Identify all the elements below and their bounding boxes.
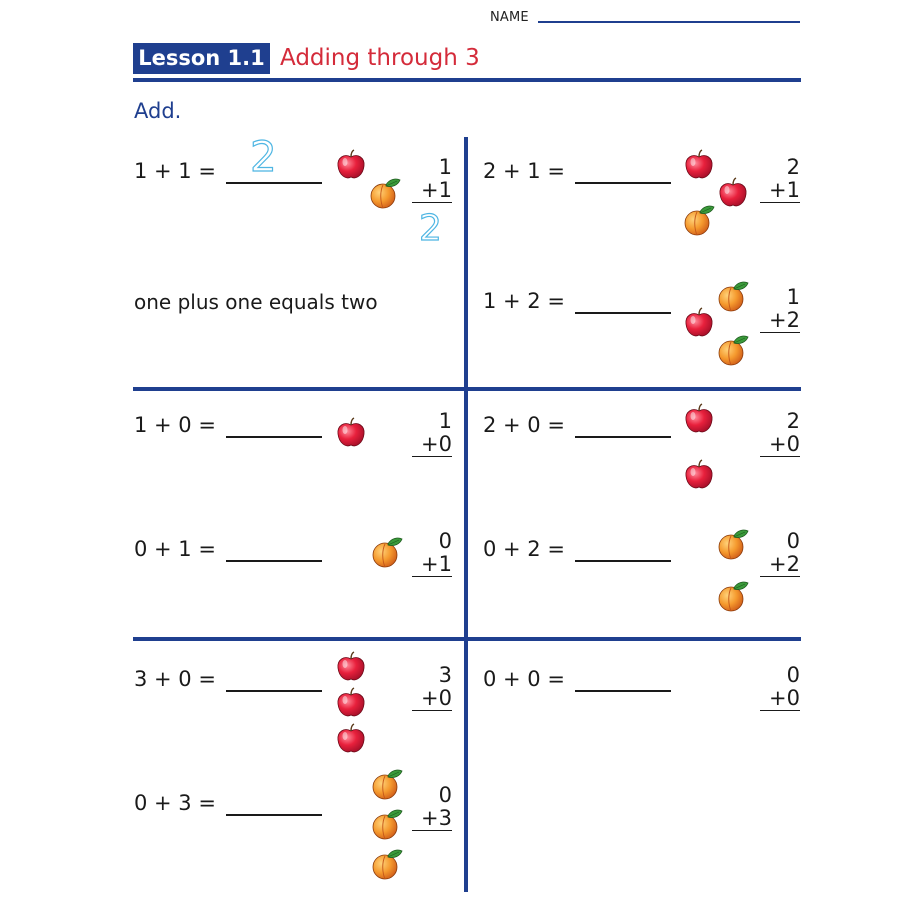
vertical-top: 1 [438,155,452,179]
peach-icon [370,536,404,570]
peach-icon [682,204,716,238]
name-field[interactable] [538,21,800,23]
vertical-top: 2 [786,409,800,433]
peach-icon [716,528,750,562]
vertical-top: 0 [786,663,800,687]
peach-icon [370,848,404,882]
apple-icon [334,686,368,720]
equation-text: 2 + 1 = [483,159,565,183]
vertical-top: 1 [786,285,800,309]
answer-blank[interactable] [575,312,671,314]
equation-text: 0 + 2 = [483,537,565,561]
apple-icon [682,148,716,182]
vertical-bottom: +1 [412,553,452,577]
vertical-problem [760,286,800,333]
equation-text: 1 + 1 = [134,159,216,183]
equation-text: 0 + 1 = [134,537,216,561]
equation-text: 1 + 0 = [134,413,216,437]
equation-text: 0 + 3 = [134,791,216,815]
answer-blank[interactable] [575,560,671,562]
vertical-problem [412,664,452,711]
answer-blank[interactable] [226,690,322,692]
vertical-problem [412,410,452,457]
instruction-text: Add. [134,99,182,123]
vertical-bottom: +2 [760,553,800,577]
row-divider-2 [133,637,801,641]
example-words: one plus one equals two [134,290,378,314]
answer-blank[interactable] [226,560,322,562]
lesson-title: Adding through 3 [280,45,480,71]
vertical-bottom: +0 [412,433,452,457]
peach-icon [370,808,404,842]
peach-icon [716,280,750,314]
apple-icon [334,650,368,684]
equation-text: 3 + 0 = [134,667,216,691]
vertical-top: 3 [438,663,452,687]
equation-text: 2 + 0 = [483,413,565,437]
vertical-bottom: +2 [760,309,800,333]
vertical-top: 0 [438,529,452,553]
traced-answer: 2 [250,132,277,181]
vertical-problem [760,156,800,203]
vertical-problem [412,784,452,831]
vertical-top: 0 [438,783,452,807]
answer-blank[interactable] [226,814,322,816]
vertical-problem [760,410,800,457]
equation-text: 0 + 0 = [483,667,565,691]
apple-icon [334,722,368,756]
name-label: NAME [490,10,529,25]
answer-blank[interactable] [226,436,322,438]
vertical-top: 2 [786,155,800,179]
vertical-bottom: +1 [412,179,452,203]
answer-blank[interactable] [575,182,671,184]
vertical-bottom: +0 [760,433,800,457]
equation-text: 1 + 2 = [483,289,565,313]
center-divider [464,137,468,892]
apple-icon [334,148,368,182]
vertical-problem [412,156,452,203]
peach-icon [716,580,750,614]
vertical-bottom: +1 [760,179,800,203]
answer-blank[interactable] [226,182,322,184]
row-divider-1 [133,387,801,391]
apple-icon [716,176,750,210]
peach-icon [370,768,404,802]
apple-icon [682,306,716,340]
vertical-problem [412,530,452,577]
answer-blank[interactable] [575,436,671,438]
vertical-bottom: +3 [412,807,452,831]
apple-icon [682,402,716,436]
vertical-bottom: +0 [412,687,452,711]
peach-icon [368,177,402,211]
vertical-bottom: +0 [760,687,800,711]
vertical-problem [760,530,800,577]
answer-blank[interactable] [575,690,671,692]
vertical-top: 1 [438,409,452,433]
traced-vertical-answer: 2 [419,208,442,249]
apple-icon [682,458,716,492]
vertical-problem [760,664,800,711]
peach-icon [716,334,750,368]
lesson-badge: Lesson 1.1 [133,43,270,74]
vertical-top: 0 [786,529,800,553]
apple-icon [334,416,368,450]
title-divider [133,78,801,82]
